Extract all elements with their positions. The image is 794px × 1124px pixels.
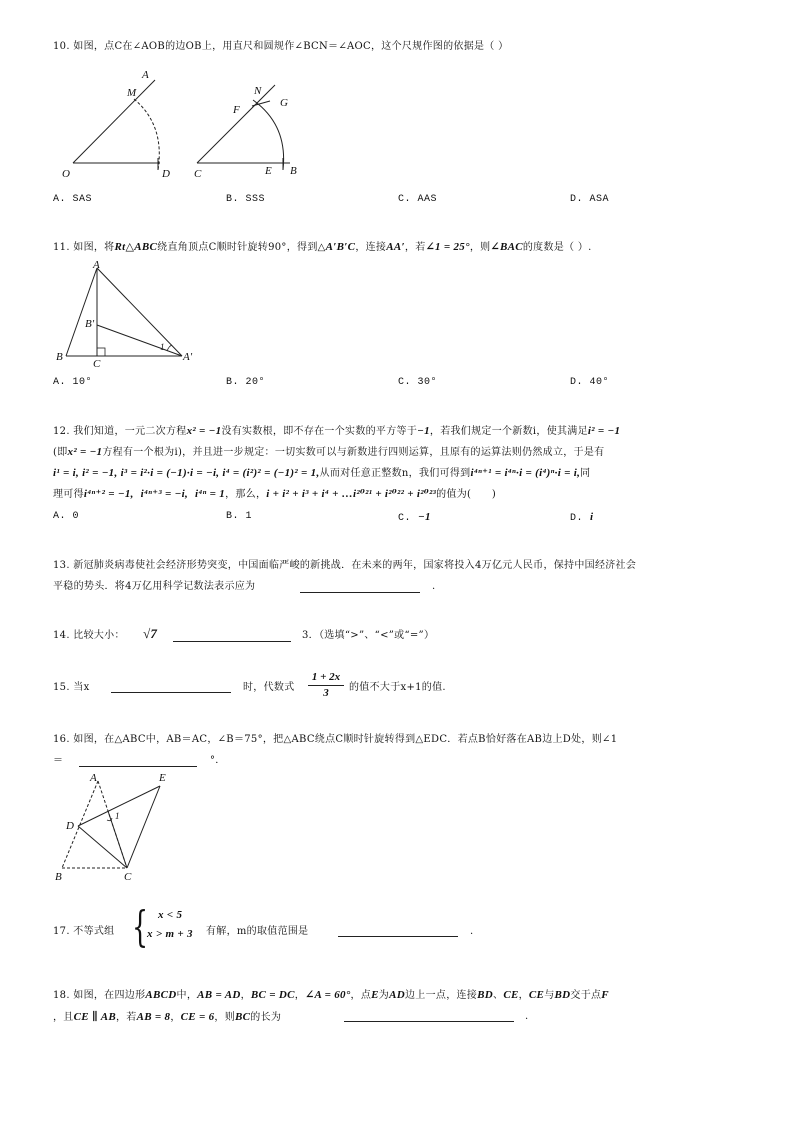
q16-label-d: D [66,820,74,832]
q10-label-a: A [142,69,149,81]
q18-math: E [371,989,379,1001]
q11-label-b1: B′ [85,318,95,330]
q18-text: 中， [176,990,198,1001]
q12-math: i + i² + i³ + i⁴ + …i²⁰²¹ + i²⁰²² + i²⁰²³ [266,488,437,500]
q12-math: i¹ = i, i² = −1, i³ = i²·i = (−1)·i = −i, i⁴ = (i²)² = (−1)² = 1, [53,467,320,479]
q18-text: ， [518,990,529,1001]
q16-deg: °． [210,755,226,766]
q18-math: BC [235,1011,251,1023]
q13-line1: 13. 新冠肺炎病毒使社会经济形势突变，中国面临严峻的新挑战．在未来的两年，国家将投入4万亿元人民币，保持中国经济社会 [53,560,637,571]
q10-option-d: D. ASA [570,194,610,205]
q12-option-a: A. 0 [53,511,80,522]
q18-math: AB = AD [197,989,241,1001]
q18-text: 的长为 [250,1012,282,1023]
q18-text: ，若 [115,1012,137,1023]
q10-option-a: A. SAS [53,194,93,205]
q15-mid: 时，代数式 [243,682,295,693]
q11-label-1: 1 [160,342,165,352]
q11-stem-part: 的度数是（ ）. [522,242,592,253]
q12-math: x² = −1 [186,425,222,437]
q12-math: i⁴ⁿ⁺² = −1, [83,488,134,500]
q18-math: ∠A = 60° [305,989,351,1001]
q11-label-c: C [93,358,101,370]
q18-text: 为 [378,990,390,1001]
q18-text: 、 [493,990,504,1001]
q18-text: ，点 [350,990,372,1001]
q12-text: 理可得 [53,489,84,500]
q18-text: ， [170,1012,181,1023]
q17-end: . [470,926,474,937]
q10-label-o: O [62,168,70,180]
q18-math: CE ∥ AB [73,1011,116,1023]
q14-math: √7 [143,626,158,641]
q16-label-b: B [55,871,62,883]
q12-math: i⁴ⁿ = 1 [195,488,226,500]
q18-text: ，且 [53,1012,74,1023]
q16-label-e: E [159,772,166,784]
q11-stem-part: 11. 如图，将 [53,242,115,253]
q18-math: CE = 6 [180,1011,215,1023]
q10-label-d: D [162,168,170,180]
q12-math: x² = −1 [67,446,103,458]
q12-math: i² = −1 [587,425,621,437]
q12-option-b: B. 1 [226,511,253,522]
q11-stem-part: ，若 [404,242,426,253]
q18-text: ，则 [214,1012,236,1023]
q17-brace: { [132,902,149,951]
q17-answer-blank[interactable] [338,936,458,937]
q10-label-b: B [290,165,297,177]
q18-answer-blank[interactable] [344,1021,514,1022]
q11-option-b: B. 20° [226,377,266,388]
q15-pre: 15. 当x [53,682,90,693]
q10-stem: 10. 如图，点C在∠AOB的边OB上，用直尺和圆规作∠BCN＝∠AOC，这个尺规作图的依据是（ ） [53,41,509,52]
q11-math-bac: ∠BAC [490,241,523,253]
q12-text: 的值为( ) [436,489,497,500]
q17-ineq1: x < 5 [158,909,183,921]
q15-post: 的值不大于x+1的值. [349,682,446,693]
q14-post: 3．（选填“>”、“<”或“=”） [302,630,435,641]
q16-label-a: A [90,772,97,784]
q16-label-c: C [124,871,132,883]
q18-math: BD [477,989,493,1001]
q16-label-1: 1 [115,811,120,821]
q12-text: (即 [53,447,68,458]
q11-stem-part: ，则 [469,242,491,253]
q12-text: 12. 我们知道，一元二次方程 [53,426,187,437]
q14-pre: 14. 比较大小： [53,630,125,641]
q11-math-aa: AA′ [386,241,405,253]
q11-stem-part: 绕直角顶点C顺时针旋转90°，得到△ [157,242,326,253]
q12-math: i⁴ⁿ⁺³ = −i, [140,488,189,500]
q18-text: 边上一点，连接 [405,990,478,1001]
q11-option-c: C. 30° [398,377,438,388]
q10-option-b: B. SSS [226,194,266,205]
q12-math: i⁴ⁿ⁺¹ = i⁴ⁿ·i = (i⁴)ⁿ·i = i, [470,467,581,479]
q18-text: 18. 如图，在四边形 [53,990,146,1001]
q10-label-f: F [233,104,240,116]
q16-eq: ＝ [53,755,64,766]
q10-label-m: M [127,87,137,99]
q11-math-angle1: ∠1 = 25° [425,241,470,253]
q18-math: CE [528,989,545,1001]
q16-line1: 16. 如图，在△ABC中，AB＝AC，∠B＝75°，把△ABC绕点C顺时针旋转得到△EDC．若点B恰好落在AB边上D处，则∠1 [53,734,618,745]
q13-line2: 平稳的势头．将4万亿用科学记数法表示应为 [53,581,256,592]
q12-text: ，那么， [225,489,267,500]
q12-text: 从而对任意正整数n，我们可得到 [319,468,471,479]
q18-text: ， [294,990,306,1001]
q10-option-c: C. AAS [398,194,438,205]
q11-math-triangle2: A′B′C [325,241,356,253]
q18-math: BC = DC [250,989,295,1001]
q15-denominator: 3 [323,687,329,699]
q12-option-d-label: D. [570,513,584,524]
q12-option-c-math: −1 [417,511,431,523]
q18-math: AD [389,989,405,1001]
q10-label-e: E [265,165,272,177]
q13-end: . [432,581,436,592]
q12-option-d-math: i [589,511,594,523]
q11-option-a: A. 10° [53,377,93,388]
q12-text: 同 [580,468,591,479]
q18-math: F [601,989,609,1001]
q18-math: AB = 8 [136,1011,171,1023]
q18-line2 [53,1010,281,1025]
q11-math-triangle: Rt△ABC [114,241,158,253]
q12-text: 方程有一个根为i)，并且进一步规定：一切实数可以与新数进行四则运算，且原有的运算法则仍然成立，于是有 [102,447,605,458]
q18-math: ABCD [145,989,177,1001]
q18-text: 交于点 [570,990,602,1001]
q15-numerator: 1 + 2x [311,671,341,683]
q17-pre: 17. 不等式组 [53,926,115,937]
q12-text: 没有实数根，即不存在一个实数的平方等于 [221,426,418,437]
q12-math: −1 [417,425,430,437]
q18-end: . [525,1011,529,1022]
q17-post: 有解，m的取值范围是 [206,926,309,937]
q10-label-c: C [194,168,202,180]
q11-stem-part: ，连接 [355,242,387,253]
q11-label-a: A [93,259,100,271]
q10-label-n: N [254,85,262,97]
q11-option-d: D. 40° [570,377,610,388]
q11-label-a1: A′ [183,351,193,363]
q18-line1 [53,988,609,1003]
q18-text: ， [240,990,251,1001]
q18-text: 与 [544,990,555,1001]
q17-ineq2: x > m + 3 [147,928,193,940]
q12-text: ，若我们规定一个新数i，使其满足 [429,426,588,437]
q18-math: BD [554,989,571,1001]
q11-label-b: B [56,351,63,363]
q12-option-c-label: C. [398,513,412,524]
q18-math: CE [503,989,519,1001]
q10-label-g: G [280,97,288,109]
